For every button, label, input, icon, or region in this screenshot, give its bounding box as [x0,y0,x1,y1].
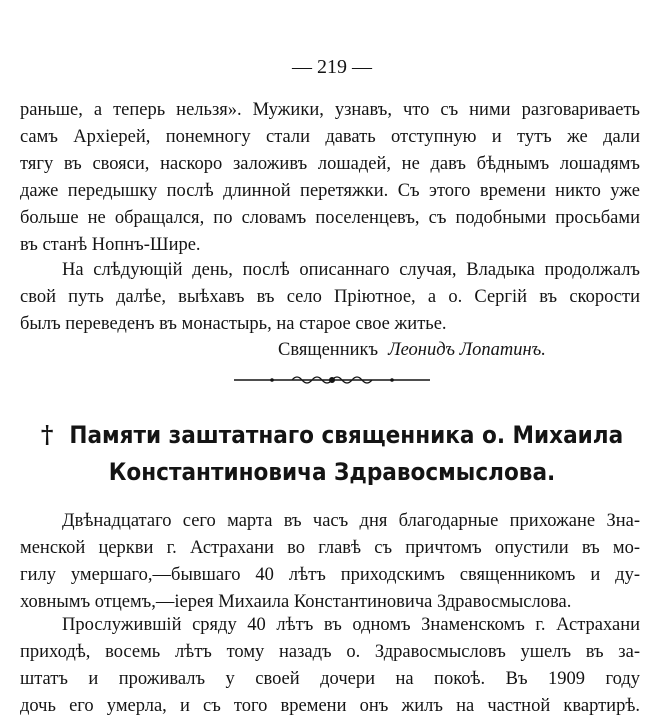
text-line: въ станѣ Нопнъ-Шире. [20,235,201,255]
text-line: больше не обращался, по словамъ поселенцевъ, съ подобными просьбами [20,208,640,228]
text-line: приходѣ, восемь лѣтъ тому назадъ о. Здравосмысловъ ушелъ въ за- [20,642,640,662]
signature [278,340,546,361]
text-line: дочь его умерла, и съ того времени онъ жилъ на частной квартирѣ. [20,696,640,716]
heading-text: Памяти заштатнаго священника о. Михаила [69,421,624,449]
page-number: — 219 — [292,56,372,78]
text-line: гилу умершаго,—бывшаго 40 лѣтъ приходскимъ священникомъ и ду- [20,565,640,585]
text-line: Прослужившій сряду 40 лѣтъ въ одномъ Знаменскомъ г. Астрахани [62,615,640,635]
text-line: тягу въ свояси, наскоро заложивъ лошадей, не давъ бѣднымъ лошадямъ [20,154,640,174]
text-line: свой путь далѣе, выѣхавъ въ село Пріютное, а о. Сергій въ скорости [20,287,640,307]
signature-title: Священникъ [278,340,379,360]
text-line: штатъ и проживалъ у своей дочери на покоѣ. Въ 1909 году [20,669,640,689]
cross-icon: † [40,420,54,449]
section-heading-line1 [0,420,664,452]
section-heading-line2: Константиновича Здравосмыслова. [108,458,556,486]
signature-name: Леонидъ Лопатинъ. [388,340,546,360]
ornamental-divider [232,372,432,388]
text-line: ховнымъ отцемъ,—iерея Михаила Константиновича Здравосмыслова. [20,592,572,612]
text-line: даже передышку послѣ длинной перетяжки. Съ этого времени никто уже [20,181,640,201]
text-line: Двѣнадцатаго сего марта въ часъ дня благодарные прихожане Зна- [62,511,640,531]
text-line: самъ Архіерей, понемногу стали давать отступную и тутъ же дали [20,127,640,147]
text-line: былъ переведенъ въ монастырь, на старое свое житье. [20,314,447,334]
text-line: На слѣдующій день, послѣ описаннаго случая, Владыка продолжалъ [62,260,640,280]
text-line: раньше, а теперь нельзя». Мужики, узнавъ, что съ ними разговариваеть [20,100,640,120]
text-line: менской церкви г. Астрахани во главѣ съ причтомъ опустили въ мо- [20,538,640,558]
